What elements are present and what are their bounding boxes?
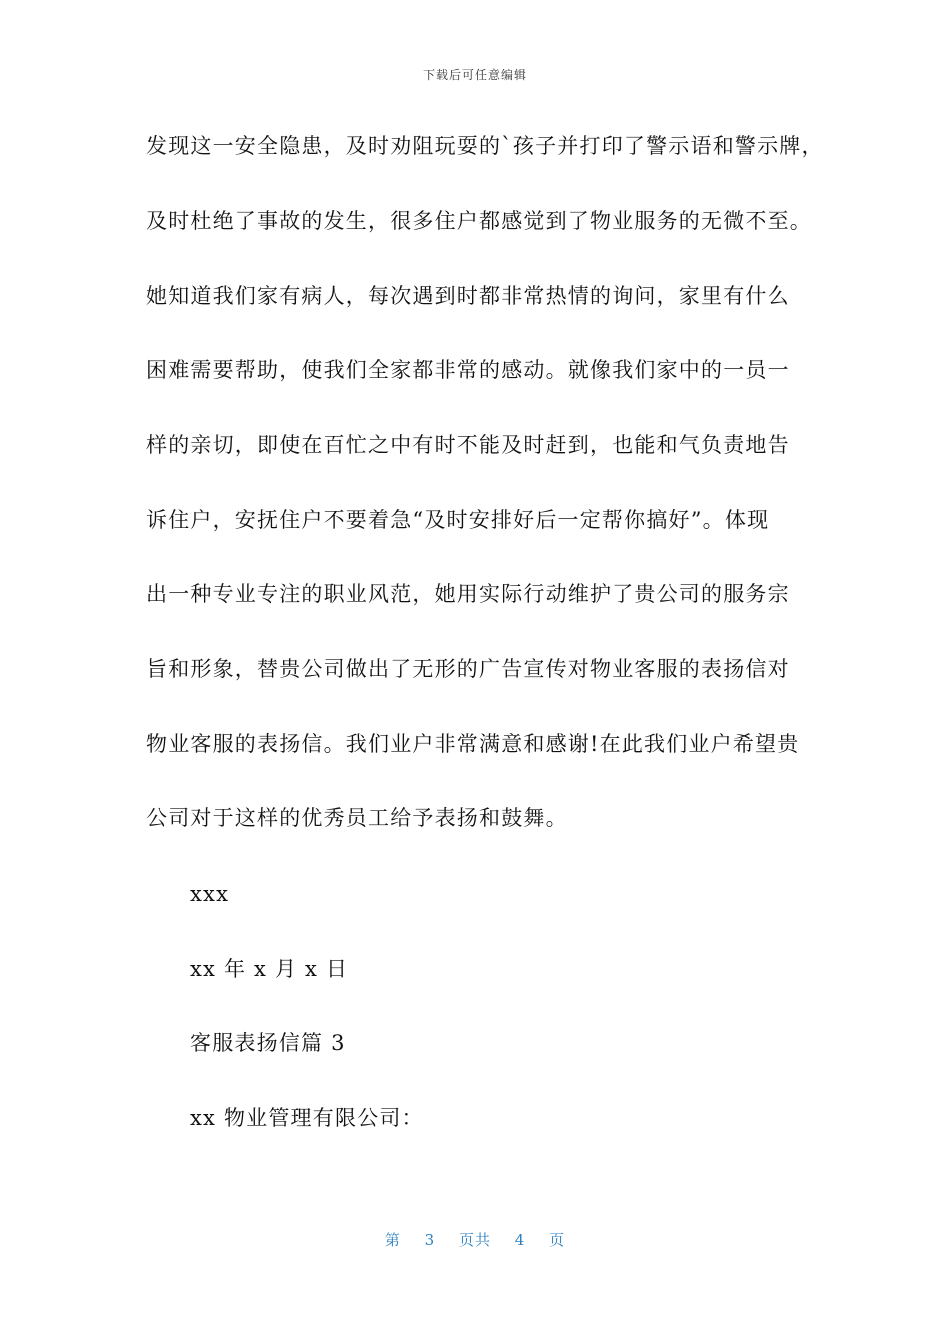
body-line-10: 公司对于这样的优秀员工给予表扬和鼓舞。 [146,806,568,830]
body-line-5: 样的亲切，即使在百忙之中有时不能及时赶到，也能和气负责地告 [146,433,790,457]
header-note: 下载后可任意编辑 [422,68,527,82]
body-line-8: 旨和形象，替贵公司做出了无形的广告宣传对物业客服的表扬信对 [146,657,790,681]
page-number: 第 3 页共 4 页 [384,1231,566,1249]
body-line-7: 出一种专业专注的职业风范，她用实际行动维护了贵公司的服务宗 [146,582,790,606]
body-line-4: 困难需要帮助，使我们全家都非常的感动。就像我们家中的一员一 [146,358,790,382]
body-line-9: 物业客服的表扬信。我们业户非常满意和感谢!在此我们业户希望贵 [146,732,800,756]
body-line-6: 诉住户，安抚住户不要着急“及时安排好后一定帮你搞好”。体现 [146,508,770,532]
section-title: 客服表扬信篇 3 [190,1031,346,1055]
salutation: xx 物业管理有限公司： [190,1106,424,1130]
body-line-3: 她知道我们家有病人，每次遇到时都非常热情的询问，家里有什么 [146,284,790,308]
letter-date: xx 年 x 月 x 日 [190,957,349,981]
body-line-2: 及时杜绝了事故的发生，很多住户都感觉到了物业服务的无微不至。 [146,209,812,233]
signature: xxx [190,882,230,906]
body-line-1: 发现这一安全隐患，及时劝阻玩耍的`孩子并打印了警示语和警示牌， [146,134,824,158]
